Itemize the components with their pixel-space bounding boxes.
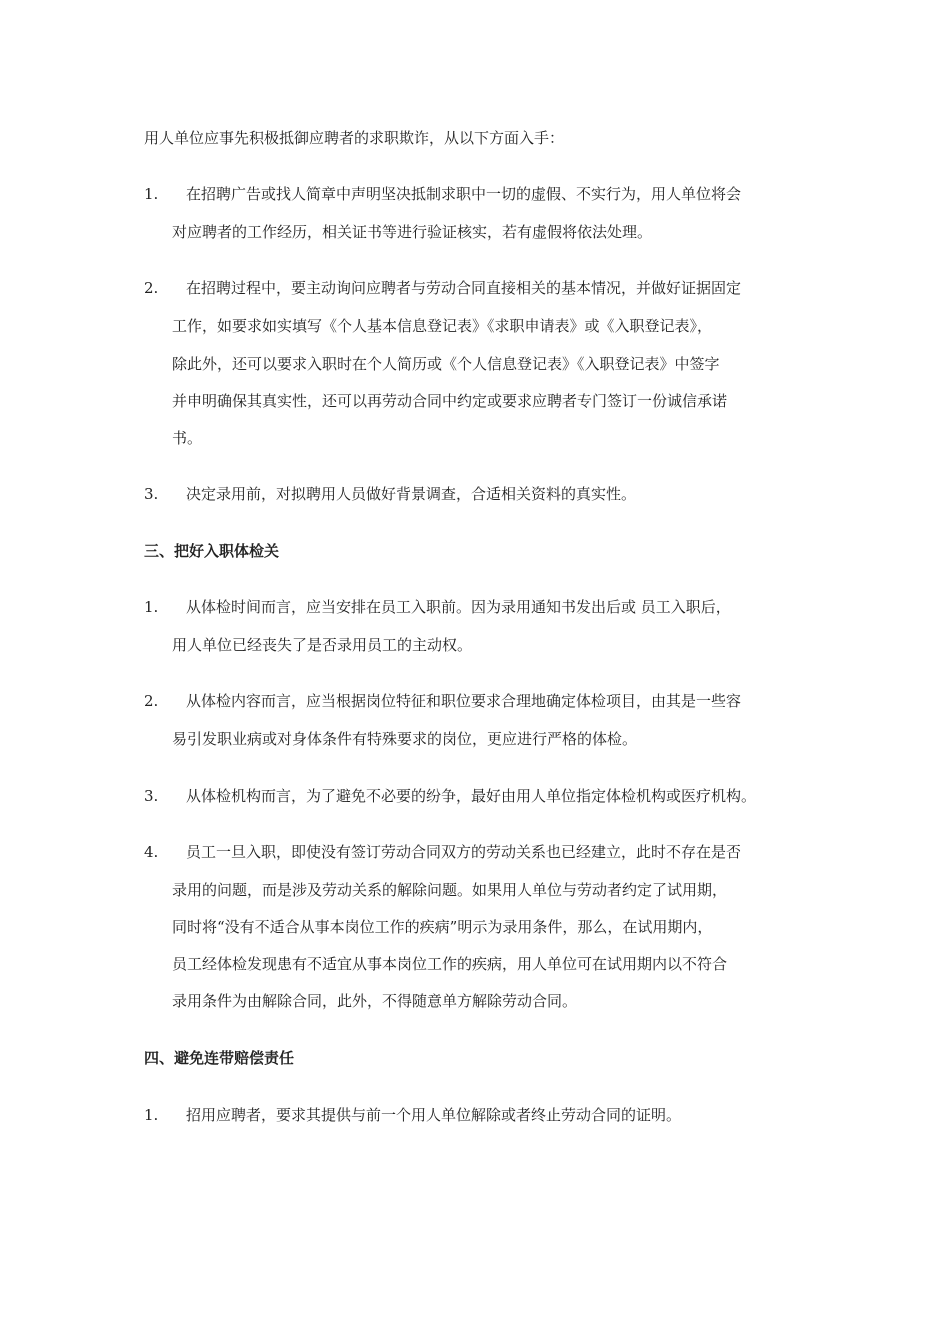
intro-paragraph: 用人单位应事先积极抵御应聘者的求职欺诈，从以下方面入手：: [144, 129, 565, 147]
list-number: 1.: [144, 598, 159, 616]
list-text-line: 在招聘过程中，要主动询问应聘者与劳动合同直接相关的基本情况，并做好证据固定: [186, 279, 742, 297]
list-text-line: 除此外，还可以要求入职时在个人简历或《个人信息登记表》《入职登记表》中签字: [172, 355, 720, 373]
list-text-line: 从体检内容而言，应当根据岗位特征和职位要求合理地确定体检项目，由其是一些容: [186, 692, 742, 710]
list-number: 2.: [144, 692, 159, 710]
list-text-line: 用人单位已经丧失了是否录用员工的主动权。: [172, 636, 473, 654]
list-text-line: 对应聘者的工作经历，相关证书等进行验证核实，若有虚假将依法处理。: [172, 223, 653, 241]
list-text-line: 易引发职业病或对身体条件有特殊要求的岗位，更应进行严格的体检。: [172, 730, 638, 748]
list-number: 3.: [144, 787, 159, 805]
list-number: 4.: [144, 843, 159, 861]
section-heading: 三、把好入职体检关: [144, 542, 280, 560]
list-text-line: 从体检时间而言，应当安排在员工入职前。因为录用通知书发出后或 员工入职后，: [186, 598, 731, 616]
list-text-line: 录用的问题，而是涉及劳动关系的解除问题。如果用人单位与劳动者约定了试用期，: [172, 881, 728, 899]
list-number: 2.: [144, 279, 159, 297]
list-text-line: 在招聘广告或找人简章中声明坚决抵制求职中一切的虚假、不实行为，用人单位将会: [186, 185, 742, 203]
list-number: 3.: [144, 485, 159, 503]
list-text-line: 工作，如要求如实填写《个人基本信息登记表》《求职申请表》或《入职登记表》，: [172, 317, 713, 335]
list-number: 1.: [144, 1106, 159, 1124]
section-heading: 四、避免连带赔偿责任: [144, 1049, 295, 1067]
list-text-line: 书。: [172, 429, 203, 447]
list-text-line: 从体检机构而言，为了避免不必要的纷争，最好由用人单位指定体检机构或医疗机构。: [186, 787, 757, 805]
list-text-line: 员工一旦入职，即使没有签订劳动合同双方的劳动关系也已经建立，此时不存在是否: [186, 843, 742, 861]
list-text-line: 员工经体检发现患有不适宜从事本岗位工作的疾病，用人单位可在试用期内以不符合: [172, 955, 728, 973]
list-text-line: 决定录用前，对拟聘用人员做好背景调查，合适相关资料的真实性。: [186, 485, 637, 503]
list-text-line: 招用应聘者，要求其提供与前一个用人单位解除或者终止劳动合同的证明。: [186, 1106, 682, 1124]
list-text-line: 并申明确保其真实性，还可以再劳动合同中约定或要求应聘者专门签订一份诚信承诺: [172, 392, 728, 410]
list-number: 1.: [144, 185, 159, 203]
list-text-line: 录用条件为由解除合同，此外，不得随意单方解除劳动合同。: [172, 992, 578, 1010]
list-text-line: 同时将“没有不适合从事本岗位工作的疾病”明示为录用条件，那么，在试用期内，: [172, 918, 713, 936]
